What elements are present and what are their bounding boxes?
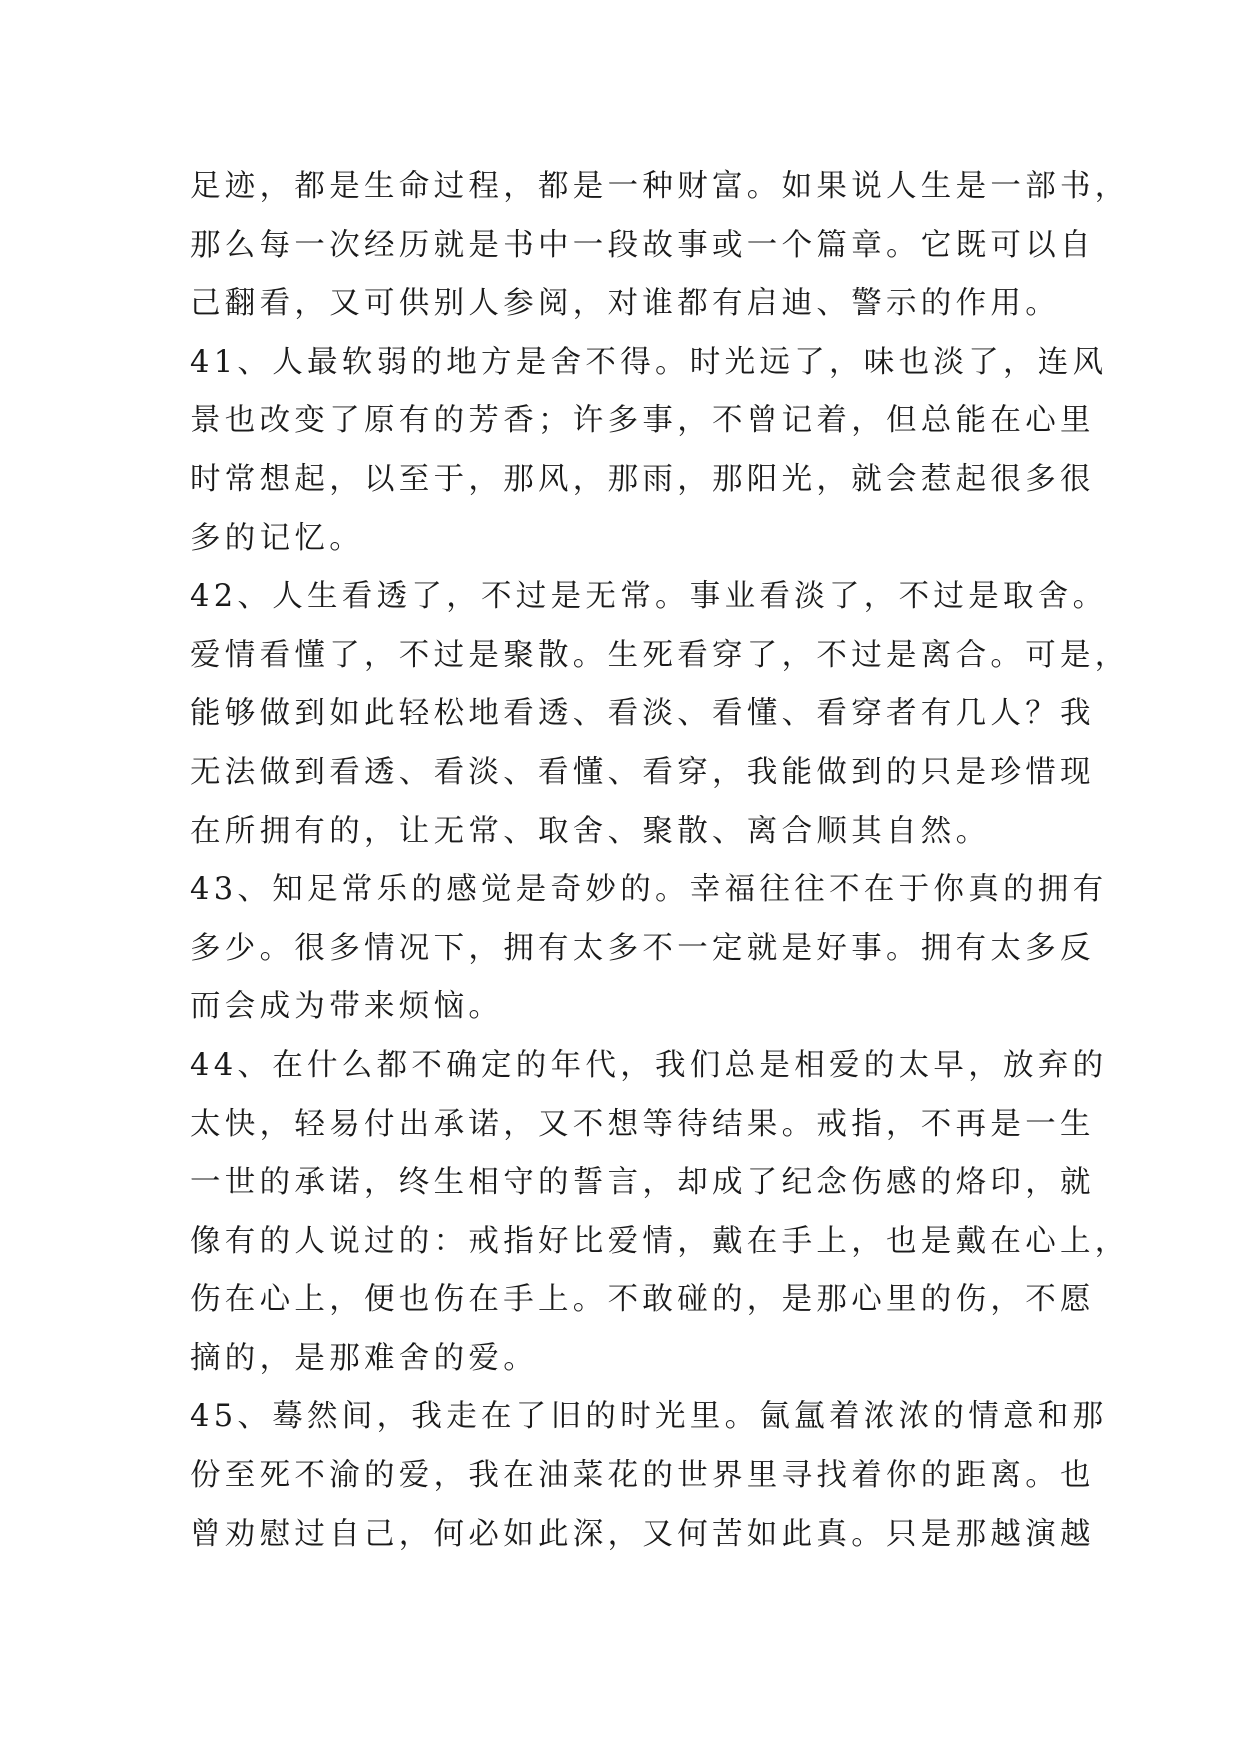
text-line: 43、知足常乐的感觉是奇妙的。幸福往往不在于你真的拥有 xyxy=(190,872,1108,908)
text-line: 像有的人说过的：戒指好比爱情，戴在手上，也是戴在心上， xyxy=(190,1223,1130,1259)
text-line: 一世的承诺，终生相守的誓言，却成了纪念伤感的烙印，就 xyxy=(190,1165,1095,1201)
text-line: 无法做到看透、看淡、看懂、看穿，我能做到的只是珍惜现 xyxy=(190,754,1095,790)
text-line: 在所拥有的，让无常、取舍、聚散、离合顺其自然。 xyxy=(190,813,991,849)
body-text xyxy=(190,158,1130,1564)
text-line: 44、在什么都不确定的年代，我们总是相爱的太早，放弃的 xyxy=(190,1047,1108,1083)
text-line: 多少。很多情况下，拥有太多不一定就是好事。拥有太多反 xyxy=(190,930,1095,966)
text-line: 多的记忆。 xyxy=(190,520,364,556)
text-line: 份至死不渝的爱，我在油菜花的世界里寻找着你的距离。也 xyxy=(190,1458,1095,1494)
text-line: 能够做到如此轻松地看透、看淡、看懂、看穿者有几人？我 xyxy=(190,696,1095,732)
text-line: 曾劝慰过自己，何必如此深，又何苦如此真。只是那越演越 xyxy=(190,1516,1095,1552)
text-line: 摘的，是那难舍的爱。 xyxy=(190,1340,538,1376)
text-line: 那么每一次经历就是书中一段故事或一个篇章。它既可以自 xyxy=(190,227,1095,263)
text-line: 时常想起，以至于，那风，那雨，那阳光，就会惹起很多很 xyxy=(190,461,1095,497)
text-line: 伤在心上，便也伤在手上。不敢碰的，是那心里的伤，不愿 xyxy=(190,1282,1095,1318)
text-line: 爱情看懂了，不过是聚散。生死看穿了，不过是离合。可是， xyxy=(190,637,1130,673)
text-line: 己翻看，又可供别人参阅，对谁都有启迪、警示的作用。 xyxy=(190,286,1060,322)
text-line: 景也改变了原有的芳香；许多事，不曾记着，但总能在心里 xyxy=(190,403,1095,439)
text-line: 41、人最软弱的地方是舍不得。时光远了，味也淡了，连风 xyxy=(190,344,1108,380)
text-line: 足迹，都是生命过程，都是一种财富。如果说人生是一部书， xyxy=(190,169,1130,204)
text-line: 而会成为带来烦恼。 xyxy=(190,989,504,1025)
text-line: 太快，轻易付出承诺，又不想等待结果。戒指，不再是一生 xyxy=(190,1106,1095,1142)
text-line: 42、人生看透了，不过是无常。事业看淡了，不过是取舍。 xyxy=(190,579,1108,615)
text-line: 45、蓦然间，我走在了旧的时光里。氤氲着浓浓的情意和那 xyxy=(190,1399,1108,1435)
